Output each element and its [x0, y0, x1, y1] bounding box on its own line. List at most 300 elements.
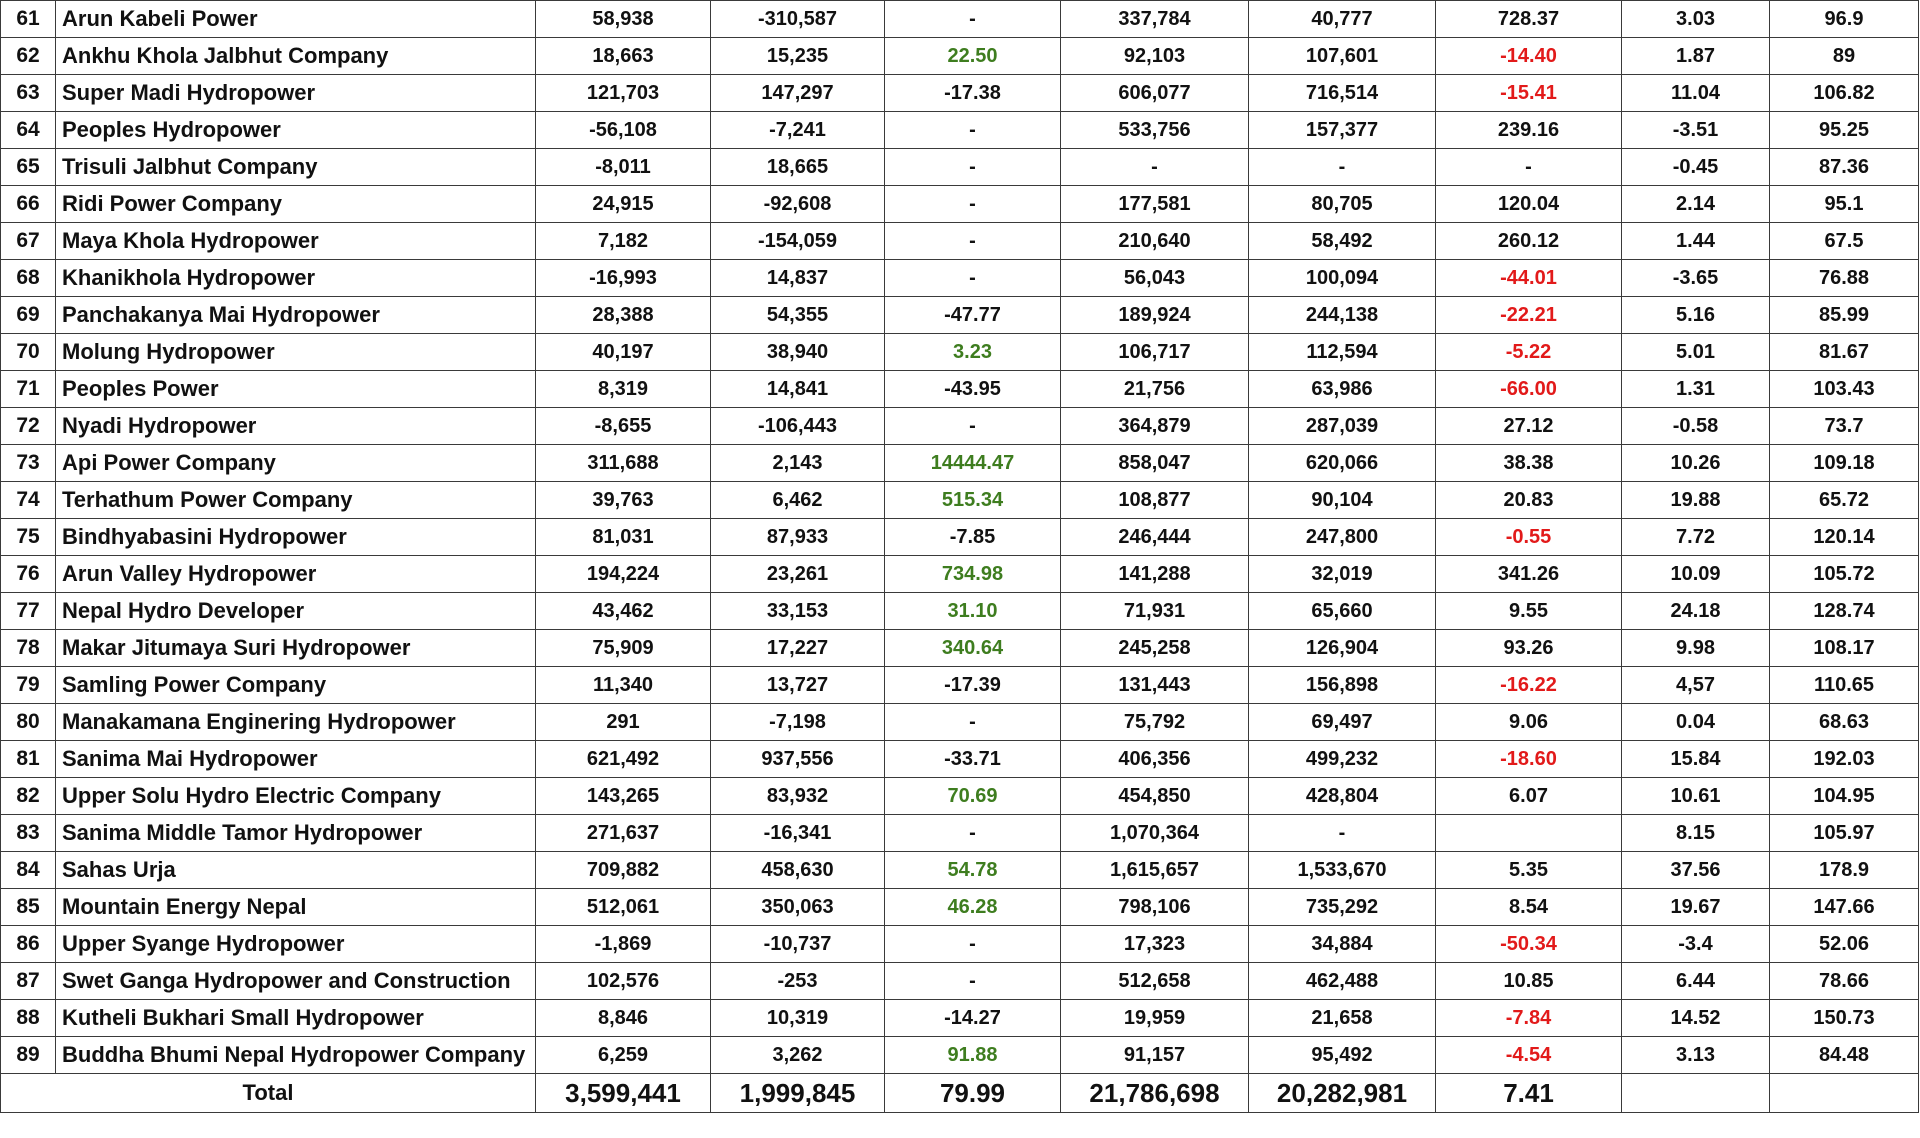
row-number: 65: [1, 149, 56, 186]
value-cell: -7,198: [711, 704, 885, 741]
value-cell: 11.04: [1622, 75, 1770, 112]
value-cell: 178.9: [1770, 852, 1919, 889]
value-cell: -47.77: [885, 297, 1061, 334]
value-cell: -: [885, 112, 1061, 149]
value-cell: 239.16: [1436, 112, 1622, 149]
company-name: Upper Syange Hydropower: [56, 926, 536, 963]
value-cell: 52.06: [1770, 926, 1919, 963]
value-cell: 10.61: [1622, 778, 1770, 815]
value-cell: -7.85: [885, 519, 1061, 556]
value-cell: 143,265: [536, 778, 711, 815]
value-cell: 5.16: [1622, 297, 1770, 334]
value-cell: -0.55: [1436, 519, 1622, 556]
value-cell: 499,232: [1249, 741, 1436, 778]
value-cell: 95.1: [1770, 186, 1919, 223]
value-cell: 20.83: [1436, 482, 1622, 519]
value-cell: 105.97: [1770, 815, 1919, 852]
company-name: Sanima Mai Hydropower: [56, 741, 536, 778]
value-cell: 291: [536, 704, 711, 741]
value-cell: 10.26: [1622, 445, 1770, 482]
value-cell: 9.55: [1436, 593, 1622, 630]
value-cell: 2,143: [711, 445, 885, 482]
table-row: [1, 38, 1919, 75]
value-cell: 245,258: [1061, 630, 1249, 667]
row-number: 74: [1, 482, 56, 519]
value-cell: 18,665: [711, 149, 885, 186]
value-cell: 5.01: [1622, 334, 1770, 371]
company-name: Molung Hydropower: [56, 334, 536, 371]
value-cell: 104.95: [1770, 778, 1919, 815]
table-row: [1, 667, 1919, 704]
value-cell: 121,703: [536, 75, 711, 112]
table-row: [1, 1000, 1919, 1037]
total-cell: [1622, 1074, 1770, 1113]
value-cell: 89: [1770, 38, 1919, 75]
row-number: 70: [1, 334, 56, 371]
value-cell: 340.64: [885, 630, 1061, 667]
company-name: Swet Ganga Hydropower and Construction: [56, 963, 536, 1000]
value-cell: 110.65: [1770, 667, 1919, 704]
value-cell: 621,492: [536, 741, 711, 778]
row-number: 81: [1, 741, 56, 778]
value-cell: 24,915: [536, 186, 711, 223]
value-cell: 58,938: [536, 1, 711, 38]
company-name: Sanima Middle Tamor Hydropower: [56, 815, 536, 852]
value-cell: 709,882: [536, 852, 711, 889]
table-row: [1, 371, 1919, 408]
value-cell: 8,846: [536, 1000, 711, 1037]
value-cell: -17.39: [885, 667, 1061, 704]
value-cell: 46.28: [885, 889, 1061, 926]
total-cell: 7.41: [1436, 1074, 1622, 1113]
value-cell: 18,663: [536, 38, 711, 75]
value-cell: 14,841: [711, 371, 885, 408]
value-cell: 247,800: [1249, 519, 1436, 556]
value-cell: -: [1436, 149, 1622, 186]
value-cell: -: [885, 1, 1061, 38]
value-cell: 102,576: [536, 963, 711, 1000]
value-cell: -: [885, 815, 1061, 852]
value-cell: -8,655: [536, 408, 711, 445]
value-cell: 84.48: [1770, 1037, 1919, 1074]
value-cell: -106,443: [711, 408, 885, 445]
row-number: 78: [1, 630, 56, 667]
value-cell: 462,488: [1249, 963, 1436, 1000]
value-cell: 91,157: [1061, 1037, 1249, 1074]
value-cell: 1.31: [1622, 371, 1770, 408]
row-number: 84: [1, 852, 56, 889]
total-cell: 79.99: [885, 1074, 1061, 1113]
company-name: Kutheli Bukhari Small Hydropower: [56, 1000, 536, 1037]
row-number: 76: [1, 556, 56, 593]
value-cell: 156,898: [1249, 667, 1436, 704]
table-row: [1, 482, 1919, 519]
value-cell: -: [885, 223, 1061, 260]
value-cell: 83,932: [711, 778, 885, 815]
table-row: [1, 889, 1919, 926]
value-cell: 458,630: [711, 852, 885, 889]
value-cell: 120.14: [1770, 519, 1919, 556]
value-cell: 33,153: [711, 593, 885, 630]
row-number: 61: [1, 1, 56, 38]
value-cell: 350,063: [711, 889, 885, 926]
row-number: 85: [1, 889, 56, 926]
row-number: 64: [1, 112, 56, 149]
company-name: Samling Power Company: [56, 667, 536, 704]
value-cell: -10,737: [711, 926, 885, 963]
value-cell: 75,909: [536, 630, 711, 667]
company-name: Api Power Company: [56, 445, 536, 482]
value-cell: 14.52: [1622, 1000, 1770, 1037]
value-cell: 81,031: [536, 519, 711, 556]
value-cell: -33.71: [885, 741, 1061, 778]
value-cell: 58,492: [1249, 223, 1436, 260]
value-cell: 177,581: [1061, 186, 1249, 223]
total-row: [1, 1074, 1919, 1113]
table-row: [1, 1037, 1919, 1074]
table-body: [1, 1, 1919, 1113]
value-cell: -0.45: [1622, 149, 1770, 186]
value-cell: 515.34: [885, 482, 1061, 519]
value-cell: 8.15: [1622, 815, 1770, 852]
value-cell: 90,104: [1249, 482, 1436, 519]
value-cell: 406,356: [1061, 741, 1249, 778]
value-cell: 80,705: [1249, 186, 1436, 223]
value-cell: 71,931: [1061, 593, 1249, 630]
value-cell: 95,492: [1249, 1037, 1436, 1074]
value-cell: 3.23: [885, 334, 1061, 371]
total-cell: 21,786,698: [1061, 1074, 1249, 1113]
value-cell: 337,784: [1061, 1, 1249, 38]
company-name: Peoples Power: [56, 371, 536, 408]
value-cell: 100,094: [1249, 260, 1436, 297]
value-cell: -3.4: [1622, 926, 1770, 963]
value-cell: 93.26: [1436, 630, 1622, 667]
table-row: [1, 741, 1919, 778]
row-number: 71: [1, 371, 56, 408]
value-cell: 131,443: [1061, 667, 1249, 704]
value-cell: 14444.47: [885, 445, 1061, 482]
company-name: Maya Khola Hydropower: [56, 223, 536, 260]
table-row: [1, 223, 1919, 260]
value-cell: 246,444: [1061, 519, 1249, 556]
value-cell: -92,608: [711, 186, 885, 223]
table-row: [1, 963, 1919, 1000]
value-cell: 210,640: [1061, 223, 1249, 260]
company-name: Upper Solu Hydro Electric Company: [56, 778, 536, 815]
value-cell: 10,319: [711, 1000, 885, 1037]
value-cell: 78.66: [1770, 963, 1919, 1000]
row-number: 72: [1, 408, 56, 445]
company-name: Arun Valley Hydropower: [56, 556, 536, 593]
row-number: 80: [1, 704, 56, 741]
value-cell: 364,879: [1061, 408, 1249, 445]
value-cell: 512,658: [1061, 963, 1249, 1000]
value-cell: 8.54: [1436, 889, 1622, 926]
value-cell: 1,070,364: [1061, 815, 1249, 852]
company-name: Khanikhola Hydropower: [56, 260, 536, 297]
value-cell: 8,319: [536, 371, 711, 408]
value-cell: 147,297: [711, 75, 885, 112]
value-cell: 734.98: [885, 556, 1061, 593]
row-number: 67: [1, 223, 56, 260]
value-cell: 13,727: [711, 667, 885, 704]
value-cell: 54.78: [885, 852, 1061, 889]
company-name: Trisuli Jalbhut Company: [56, 149, 536, 186]
value-cell: 106,717: [1061, 334, 1249, 371]
value-cell: 6,259: [536, 1037, 711, 1074]
value-cell: 24.18: [1622, 593, 1770, 630]
value-cell: 40,197: [536, 334, 711, 371]
value-cell: -44.01: [1436, 260, 1622, 297]
value-cell: 19.67: [1622, 889, 1770, 926]
table-row: [1, 593, 1919, 630]
value-cell: -22.21: [1436, 297, 1622, 334]
value-cell: 533,756: [1061, 112, 1249, 149]
table-row: [1, 1, 1919, 38]
value-cell: 39,763: [536, 482, 711, 519]
value-cell: 34,884: [1249, 926, 1436, 963]
value-cell: 67.5: [1770, 223, 1919, 260]
value-cell: 37.56: [1622, 852, 1770, 889]
value-cell: 9.98: [1622, 630, 1770, 667]
value-cell: 10.09: [1622, 556, 1770, 593]
value-cell: 5.35: [1436, 852, 1622, 889]
value-cell: 620,066: [1249, 445, 1436, 482]
value-cell: -: [885, 963, 1061, 1000]
value-cell: 56,043: [1061, 260, 1249, 297]
value-cell: 120.04: [1436, 186, 1622, 223]
value-cell: -8,011: [536, 149, 711, 186]
value-cell: 4,57: [1622, 667, 1770, 704]
value-cell: 7,182: [536, 223, 711, 260]
value-cell: 14,837: [711, 260, 885, 297]
table-row: [1, 852, 1919, 889]
value-cell: 3.03: [1622, 1, 1770, 38]
value-cell: -14.40: [1436, 38, 1622, 75]
total-label: Total: [1, 1074, 536, 1113]
company-name: Makar Jitumaya Suri Hydropower: [56, 630, 536, 667]
value-cell: 109.18: [1770, 445, 1919, 482]
value-cell: 141,288: [1061, 556, 1249, 593]
company-name: Peoples Hydropower: [56, 112, 536, 149]
value-cell: 17,227: [711, 630, 885, 667]
value-cell: 40,777: [1249, 1, 1436, 38]
value-cell: 244,138: [1249, 297, 1436, 334]
row-number: 82: [1, 778, 56, 815]
value-cell: -: [1249, 815, 1436, 852]
value-cell: 1,615,657: [1061, 852, 1249, 889]
value-cell: 1.44: [1622, 223, 1770, 260]
total-cell: [1770, 1074, 1919, 1113]
company-name: Nepal Hydro Developer: [56, 593, 536, 630]
value-cell: 11,340: [536, 667, 711, 704]
value-cell: -: [885, 186, 1061, 223]
value-cell: -: [885, 704, 1061, 741]
value-cell: 341.26: [1436, 556, 1622, 593]
total-cell: 20,282,981: [1249, 1074, 1436, 1113]
company-name: Ankhu Khola Jalbhut Company: [56, 38, 536, 75]
value-cell: 15,235: [711, 38, 885, 75]
value-cell: 108,877: [1061, 482, 1249, 519]
value-cell: 103.43: [1770, 371, 1919, 408]
value-cell: 428,804: [1249, 778, 1436, 815]
value-cell: -: [1249, 149, 1436, 186]
value-cell: 54,355: [711, 297, 885, 334]
value-cell: -16.22: [1436, 667, 1622, 704]
row-number: 75: [1, 519, 56, 556]
value-cell: -3.51: [1622, 112, 1770, 149]
value-cell: 21,756: [1061, 371, 1249, 408]
row-number: 79: [1, 667, 56, 704]
value-cell: 128.74: [1770, 593, 1919, 630]
value-cell: 512,061: [536, 889, 711, 926]
value-cell: 38,940: [711, 334, 885, 371]
value-cell: -16,993: [536, 260, 711, 297]
value-cell: 150.73: [1770, 1000, 1919, 1037]
company-name: Manakamana Enginering Hydropower: [56, 704, 536, 741]
table-row: [1, 926, 1919, 963]
row-number: 77: [1, 593, 56, 630]
table-row: [1, 556, 1919, 593]
value-cell: -: [1061, 149, 1249, 186]
value-cell: 3.13: [1622, 1037, 1770, 1074]
value-cell: 32,019: [1249, 556, 1436, 593]
table-row: [1, 149, 1919, 186]
value-cell: 728.37: [1436, 1, 1622, 38]
value-cell: -4.54: [1436, 1037, 1622, 1074]
row-number: 73: [1, 445, 56, 482]
value-cell: -7.84: [1436, 1000, 1622, 1037]
value-cell: 73.7: [1770, 408, 1919, 445]
company-name: Mountain Energy Nepal: [56, 889, 536, 926]
value-cell: 70.69: [885, 778, 1061, 815]
value-cell: -43.95: [885, 371, 1061, 408]
total-cell: 1,999,845: [711, 1074, 885, 1113]
value-cell: -56,108: [536, 112, 711, 149]
value-cell: 1,533,670: [1249, 852, 1436, 889]
value-cell: 192.03: [1770, 741, 1919, 778]
value-cell: 92,103: [1061, 38, 1249, 75]
value-cell: 63,986: [1249, 371, 1436, 408]
table-row: [1, 408, 1919, 445]
value-cell: 6,462: [711, 482, 885, 519]
value-cell: 91.88: [885, 1037, 1061, 1074]
value-cell: 126,904: [1249, 630, 1436, 667]
total-cell: 3,599,441: [536, 1074, 711, 1113]
value-cell: 69,497: [1249, 704, 1436, 741]
value-cell: -0.58: [1622, 408, 1770, 445]
value-cell: 189,924: [1061, 297, 1249, 334]
value-cell: 108.17: [1770, 630, 1919, 667]
value-cell: -17.38: [885, 75, 1061, 112]
value-cell: 147.66: [1770, 889, 1919, 926]
table-row: [1, 630, 1919, 667]
company-name: Ridi Power Company: [56, 186, 536, 223]
value-cell: -5.22: [1436, 334, 1622, 371]
value-cell: 454,850: [1061, 778, 1249, 815]
table-row: [1, 112, 1919, 149]
company-name: Terhathum Power Company: [56, 482, 536, 519]
value-cell: 19.88: [1622, 482, 1770, 519]
value-cell: 28,388: [536, 297, 711, 334]
value-cell: 0.04: [1622, 704, 1770, 741]
value-cell: 194,224: [536, 556, 711, 593]
value-cell: 96.9: [1770, 1, 1919, 38]
value-cell: 23,261: [711, 556, 885, 593]
value-cell: 65,660: [1249, 593, 1436, 630]
value-cell: -66.00: [1436, 371, 1622, 408]
company-name: Sahas Urja: [56, 852, 536, 889]
table-row: [1, 519, 1919, 556]
table-row: [1, 297, 1919, 334]
table-row: [1, 260, 1919, 297]
table-row: [1, 334, 1919, 371]
value-cell: 858,047: [1061, 445, 1249, 482]
value-cell: 260.12: [1436, 223, 1622, 260]
value-cell: [1436, 815, 1622, 852]
company-name: Arun Kabeli Power: [56, 1, 536, 38]
value-cell: 17,323: [1061, 926, 1249, 963]
table-row: [1, 778, 1919, 815]
table-row: [1, 445, 1919, 482]
value-cell: 6.44: [1622, 963, 1770, 1000]
value-cell: 157,377: [1249, 112, 1436, 149]
value-cell: -1,869: [536, 926, 711, 963]
value-cell: -154,059: [711, 223, 885, 260]
value-cell: 75,792: [1061, 704, 1249, 741]
value-cell: 95.25: [1770, 112, 1919, 149]
value-cell: -50.34: [1436, 926, 1622, 963]
row-number: 68: [1, 260, 56, 297]
value-cell: 15.84: [1622, 741, 1770, 778]
row-number: 62: [1, 38, 56, 75]
value-cell: 19,959: [1061, 1000, 1249, 1037]
value-cell: -253: [711, 963, 885, 1000]
company-name: Nyadi Hydropower: [56, 408, 536, 445]
value-cell: 87,933: [711, 519, 885, 556]
value-cell: 43,462: [536, 593, 711, 630]
value-cell: 85.99: [1770, 297, 1919, 334]
value-cell: 7.72: [1622, 519, 1770, 556]
value-cell: -7,241: [711, 112, 885, 149]
value-cell: -: [885, 408, 1061, 445]
value-cell: -: [885, 926, 1061, 963]
value-cell: -3.65: [1622, 260, 1770, 297]
value-cell: 9.06: [1436, 704, 1622, 741]
company-name: Panchakanya Mai Hydropower: [56, 297, 536, 334]
value-cell: 65.72: [1770, 482, 1919, 519]
company-name: Buddha Bhumi Nepal Hydropower Company: [56, 1037, 536, 1074]
value-cell: -: [885, 149, 1061, 186]
value-cell: -310,587: [711, 1, 885, 38]
value-cell: 105.72: [1770, 556, 1919, 593]
value-cell: 27.12: [1436, 408, 1622, 445]
value-cell: 112,594: [1249, 334, 1436, 371]
row-number: 86: [1, 926, 56, 963]
value-cell: 81.67: [1770, 334, 1919, 371]
value-cell: 937,556: [711, 741, 885, 778]
row-number: 88: [1, 1000, 56, 1037]
value-cell: 798,106: [1061, 889, 1249, 926]
value-cell: -18.60: [1436, 741, 1622, 778]
table-row: [1, 704, 1919, 741]
value-cell: 87.36: [1770, 149, 1919, 186]
company-name: Super Madi Hydropower: [56, 75, 536, 112]
value-cell: 6.07: [1436, 778, 1622, 815]
value-cell: 735,292: [1249, 889, 1436, 926]
value-cell: -15.41: [1436, 75, 1622, 112]
